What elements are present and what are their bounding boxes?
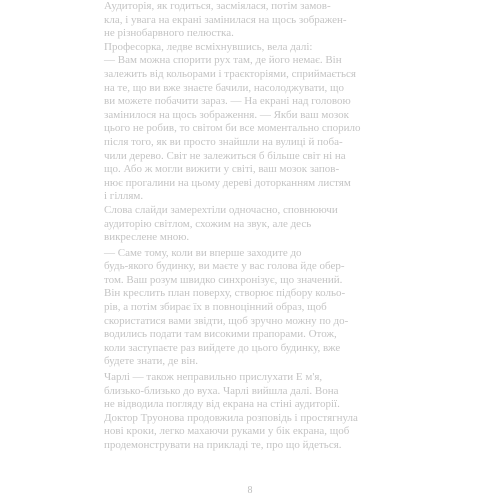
- text-line: водились подати там високими прапорами. Отож,: [104, 328, 337, 341]
- text-line: нові кроки, легко махаючи руками у бік екрана, щоб: [104, 425, 350, 438]
- text-line: Чарлі — також неправильно прислухати Е м'я,: [104, 371, 323, 384]
- text-line: не різнобарвного пелюстка.: [104, 27, 234, 40]
- text-line: — Саме тому, коли ви вперше заходите до: [104, 246, 302, 259]
- text-line: ви можете побачити зараз. — На екрані над головою: [104, 95, 351, 108]
- text-line: нює прогалини на цьому дереві доторканням листям: [104, 176, 351, 189]
- paragraph: [104, 371, 404, 453]
- text-line: замінилося на щось зображення. — Якби ваш мозок: [104, 108, 349, 121]
- page-number: 8: [247, 485, 253, 496]
- text-line: скористатися вами звідти, щоб зручно можну по до-: [104, 314, 349, 327]
- text-line: що. Або ж могли вижити у світі, ваш мозок запов-: [104, 163, 340, 176]
- text-line: Аудиторія, як годиться, засміялася, потім замов-: [104, 0, 331, 12]
- text-line: коли заступаєте раз вийдете до цього будинку, вже: [104, 341, 341, 354]
- text-line: продемонструвати на прикладі те, про що йдеться.: [104, 439, 342, 451]
- text-line: після того, як ви просто знайшли на вулиці й поба-: [104, 135, 343, 148]
- paragraph: [104, 247, 404, 369]
- text-line: і гіллям.: [104, 190, 144, 203]
- text-line: близько-близько до вуха. Чарлі вийшла далі. Вона: [104, 384, 339, 397]
- text-line: на те, що ви вже знаєте бачили, насолоджувати, що: [104, 81, 345, 94]
- text-line: викреслене мною.: [104, 231, 190, 244]
- text-line: Доктор Труонова продовжила розповідь і простягнула: [104, 411, 358, 424]
- paragraph: [104, 0, 404, 41]
- body-text: [104, 0, 404, 453]
- text-line: кла, і увага на екрані замінилася на щось зображен-: [104, 13, 347, 26]
- paragraph: [104, 41, 404, 55]
- text-line: залежить від кольорами і траєкторіями, сприймається: [104, 67, 356, 80]
- text-line: аудиторію світлом, схожим на звук, але десь: [104, 217, 312, 230]
- text-line: — Вам можна спорити рух там, де його немає. Він: [104, 54, 342, 67]
- text-line: Професорка, ледве всміхнувшись, вела далі:: [104, 40, 313, 53]
- text-line: рів, а потім збирає їх в повноцінний образ, щоб: [104, 301, 327, 314]
- text-line: не відводила погляду від екрана на стіні аудиторії.: [104, 398, 340, 411]
- text-line: будь-якого будинку, ви маєте у вас голова йде обер-: [104, 260, 345, 273]
- paragraph: [104, 204, 404, 245]
- text-line: том. Ваш розум швидко синхронізує, що значений.: [104, 273, 343, 286]
- paragraph: [104, 54, 404, 204]
- text-line: Слова слайди замерехтіли одночасно, сповнюючи: [104, 203, 338, 216]
- text-line: Він креслить план поверху, створює підбору кольо-: [104, 287, 346, 300]
- text-line: будете знати, де він.: [104, 355, 199, 368]
- text-line: чили дерево. Світ не залежиться б більше світ ні на: [104, 149, 346, 162]
- text-line: цього не робив, то світом би все моментально спорило: [104, 122, 361, 135]
